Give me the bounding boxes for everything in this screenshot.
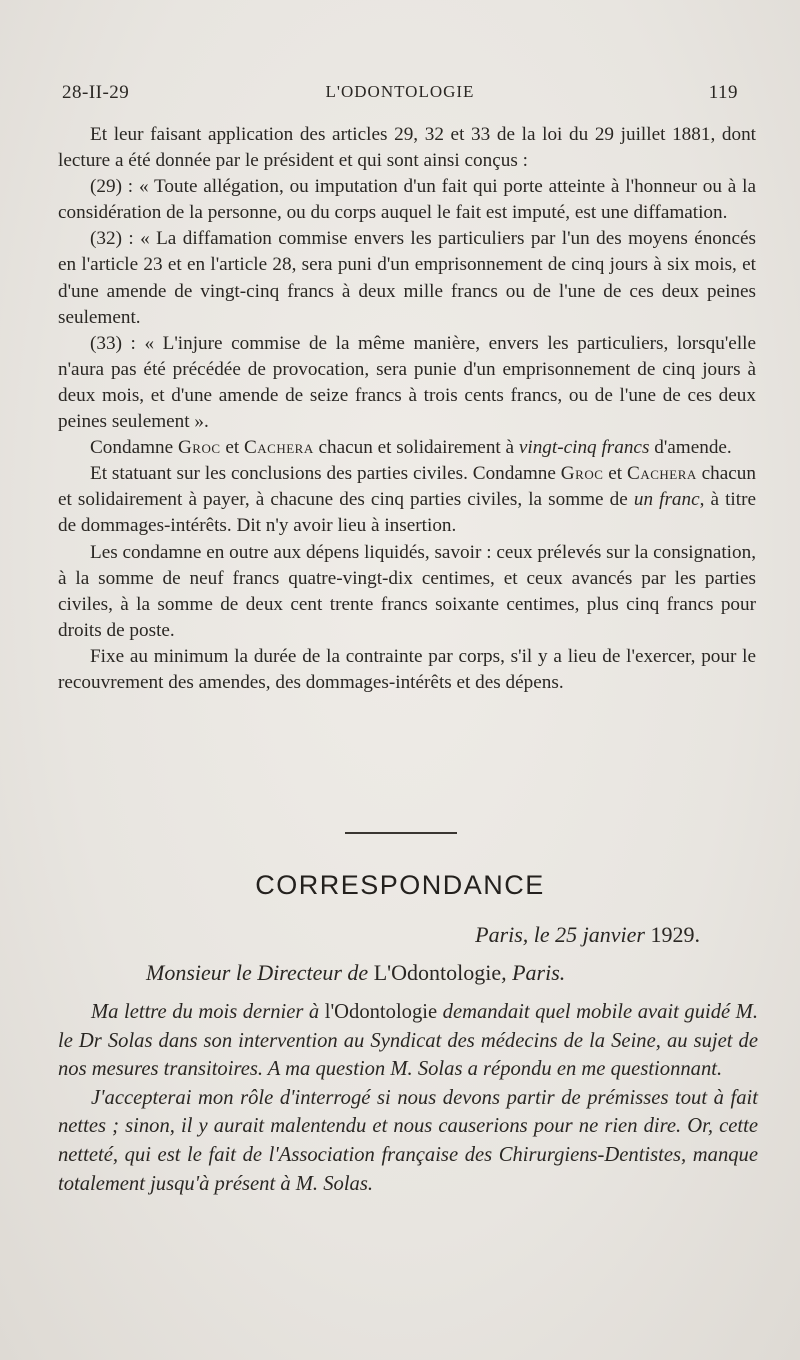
damages-amount: un franc [633,489,700,511]
salutation-text: , Paris. [501,960,566,985]
page-number: 119 [708,82,738,103]
text-run: Condamne [90,437,178,459]
journal-name: l'Odontologie [324,1001,438,1023]
letter-paragraph [58,998,758,1084]
dateline-year: 1929. [650,922,700,947]
paragraph [58,461,756,539]
letter-paragraph: J'accepterai mon rôle d'interrogé si nous devons partir de prémisses tout à fait nettes ; sinon, il y aurait malentendu et nous causerions pour ne rien dire. Or, cette netteté, qui est le fait de l'Association française des Chirurgiens-Dentistes, manque totalement jusqu'à présent à M. Solas. [58,1086,758,1195]
text-run: Ma lettre du mois dernier à [91,1001,325,1023]
text-run: d'amende. [649,437,732,459]
running-header [62,82,738,112]
journal-title: L'ODONTOLOGIE [325,82,475,101]
letter-body [58,998,758,1198]
defendant-name: Cachera [243,437,314,459]
text-run: demandait quel mobile avait guidé M. le Dr Solas dans son intervention au Syndicat des médecins de la Seine, au sujet de nos mesures transitoires. A ma question M. Solas a répondu en me questionnant. [58,1001,758,1081]
paragraph: (33) : « L'injure commise de la même manière, envers les particuliers, lorsqu'elle n'aura pas été précédée de provocation, sera punie d'un emprisonnement de cinq jours à deux mois, et d'une amende de seize francs à trois cents francs, ou de l'une de ces deux peines seulement ». [58,332,756,433]
salutation-text: Monsieur le Directeur de [146,960,374,985]
paragraph: (29) : « Toute allégation, ou imputation d'un fait qui porte atteinte à l'honneur ou à la considération de la personne, ou du corps auquel le fait est imputé, est une diffamation. [58,176,756,224]
paragraph: Et leur faisant application des articles 29, 32 et 33 de la loi du 29 juillet 1881, dont lecture a été donnée par le président et qui sont ainsi conçus : [58,124,756,172]
text-run: et [220,437,244,459]
paragraph: (32) : « La diffamation commise envers les particuliers par l'un des moyens énoncés en l'article 23 et en l'article 28, sera puni d'un emprisonnement de cinq jours à six mois, et d'une amende de vingt-cinq francs à deux mille francs ou de l'une de ces deux peines seulement. [58,228,756,328]
defendant-name: Cachera [627,463,697,485]
paragraph: Les condamne en outre aux dépens liquidés, savoir : ceux prélevés sur la consignation, à la somme de neuf francs quatre-vingt-dix centimes, et ceux avancés par les parties civiles, à la somme de deux cent trente francs soixante centimes, plus cinq francs pour droits de poste. [58,541,756,641]
text-run: chacun et solidairement à [313,437,519,459]
defendant-name: Groc [177,437,221,459]
letter-dateline [475,922,700,948]
text-run: Et statuant sur les conclusions des parties civiles. Condamne [90,463,561,485]
paragraph [58,435,756,461]
journal-name: L'Odontologie [373,960,502,985]
letter-salutation [146,960,565,986]
text-run: , à titre de dommages-intérêts. Dit n'y avoir lieu à insertion. [58,489,756,537]
text-run: et [603,463,628,485]
section-divider [345,832,457,834]
fine-amount: vingt-cinq francs [518,437,650,459]
judgment-text [58,122,756,696]
section-heading: CORRESPONDANCE [255,870,545,900]
paragraph: Fixe au minimum la durée de la contrainte par corps, s'il y a lieu de l'exercer, pour le recouvrement des amendes, des dommages-intérêts et des dépens. [58,645,756,693]
defendant-name: Groc [560,463,604,485]
text-run: chacun et solidairement à payer, à chacune des cinq parties civiles, la somme de [58,463,756,511]
dateline-text: Paris, le 25 janvier [475,922,645,947]
issue-date: 28-II-29 [62,82,130,103]
